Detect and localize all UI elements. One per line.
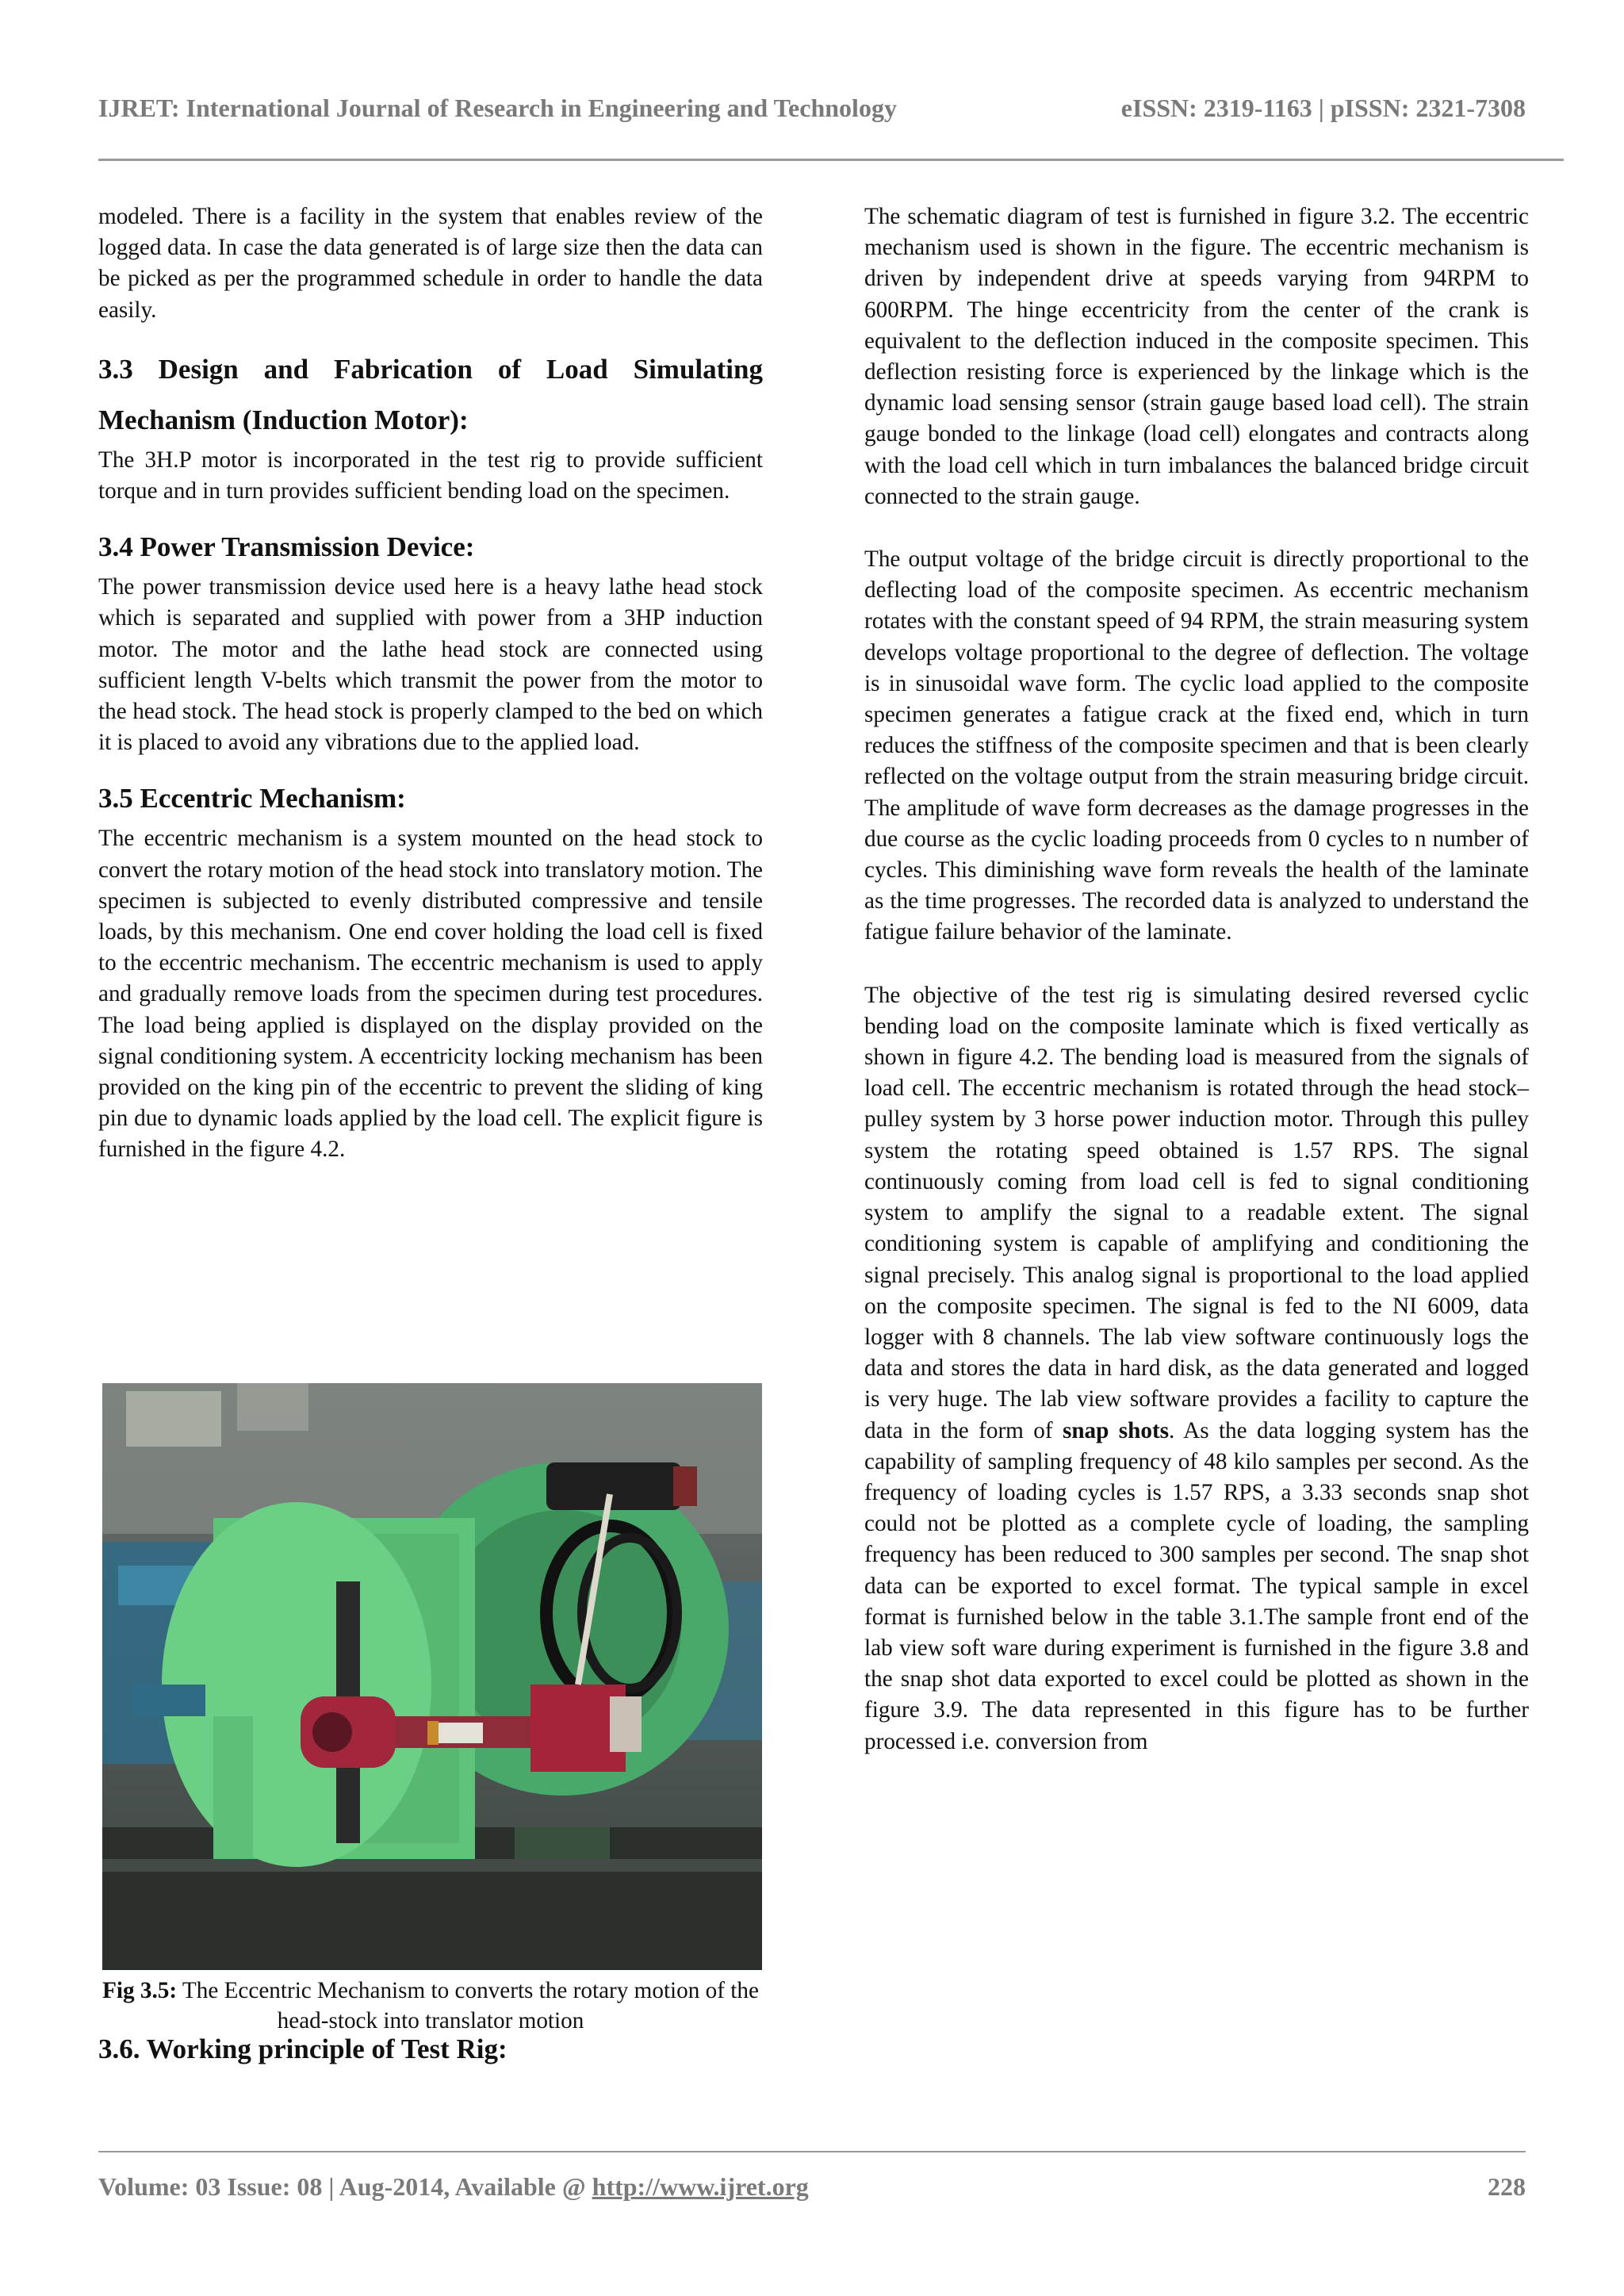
right-column	[864, 201, 1529, 1757]
paragraph-3-5: The eccentric mechanism is a system mounted on the head stock to convert the rotary motion of the head stock into translatory motion. The specimen is subjected to evenly distributed compressive and tensile loads, by this mechanism. One end cover holding the load cell is fixed to the eccentric mechanism. The eccentric mechanism is used to apply and gradually remove loads from the specimen during test procedures. The load being applied is displayed on the display provided on the signal conditioning system. A eccentricity locking mechanism has been provided on the king pin of the eccentric to prevent the sliding of king pin due to dynamic loads applied by the load cell. The explicit figure is furnished in the figure 4.2.	[98, 826, 763, 1163]
paragraph-objective	[864, 980, 1529, 1757]
footer-divider	[98, 2151, 1526, 2152]
issn-info: eISSN: 2319-1163 | pISSN: 2321-7308	[1120, 94, 1526, 122]
paragraph-objective-part1: The objective of the test rig is simulating desired reversed cyclic bending load on the composite laminate which is fixed vertically as shown in figure 4.2. The bending load is measured from the signals of load cell. The eccentric mechanism is rotated through the head stock–pulley system by 3 horse power induction motor. Through this pulley system the rotating speed obtained is 1.57 RPS. The signal continuously coming from load cell is fed to signal conditioning system to amplify the signal to a readable extent. The signal conditioning system is capable of amplifying and conditioning the signal precisely. This analog signal is proportional to the load applied on the composite specimen. The signal is fed to the NI 6009, data logger with 8 channels. The lab view software continuously logs the data and stores the data in hard disk, as the data generated and logged is very huge. The lab view software provides a facility to capture the data in the form of	[864, 982, 1529, 1443]
running-footer	[98, 2172, 1526, 2202]
paragraph-3-3: The 3H.P motor is incorporated in the test rig to provide sufficient torque and in turn provides sufficient bending load on the specimen.	[98, 447, 763, 504]
header-divider	[98, 159, 1564, 161]
journal-url-link[interactable]: http://www.ijret.org	[592, 2172, 809, 2201]
section-heading-3-4: 3.4 Power Transmission Device:	[98, 531, 475, 563]
left-column	[98, 201, 763, 1166]
figure-caption-text: The Eccentric Mechanism to converts the rotary motion of the head-stock into translator motion	[182, 1978, 759, 2033]
photo-illustration	[102, 1383, 762, 1970]
journal-name: IJRET: International Journal of Research in Engineering and Technology	[98, 94, 897, 122]
paragraph-objective-part2: . As the data logging system has the capability of sampling frequency of 48 kilo samples per second. As the frequency of loading cycles is 1.57 RPS, a 3.33 seconds snap shot could not be plotted as a complete cycle of loading, the sampling frequency has been reduced to 300 samples per second. The snap shot data can be exported to excel format. The typical sample in excel format is furnished below in the table 3.1.The sample front end of the lab view soft ware during experiment is furnished in the figure 3.8 and the snap shot data exported to excel could be plotted as shown in the figure 3.9. The data represented in this figure has to be further processed i.e. conversion from	[864, 1417, 1529, 1754]
section-heading-3-5: 3.5 Eccentric Mechanism:	[98, 783, 406, 815]
section-heading-3-3-line1: 3.3 Design and Fabrication of Load Simulating	[98, 353, 763, 385]
running-header	[98, 94, 1526, 123]
paragraph-schematic: The schematic diagram of test is furnished in figure 3.2. The eccentric mechanism used is shown in the figure. The eccentric mechanism is driven by independent drive at speeds varying from 94RPM to 600RPM. The hinge eccentricity from the center of the crank is equivalent to the deflection induced in the composite specimen. This deflection resisting force is experienced by the linkage which is the dynamic load sensing sensor (strain gauge based load cell). The strain gauge bonded to the linkage (load cell) elongates and contracts along with the load cell which in turn imbalances the balanced bridge circuit connected to the strain gauge.	[864, 204, 1529, 509]
figure-caption	[98, 1976, 763, 2036]
figure-label: Fig 3.5:	[102, 1978, 178, 2003]
footer-volume-text: Volume: 03 Issue: 08 | Aug-2014, Available @	[98, 2172, 592, 2201]
paragraph-3-4: The power transmission device used here is a heavy lathe head stock which is separated and supplied with power from a 3HP induction motor. The motor and the lathe head stock are connected using sufficient length V-belts which transmit the power from the motor to the head stock. The head stock is properly clamped to the bed on which it is placed to avoid any vibrations due to the applied load.	[98, 574, 763, 756]
paragraph-output-voltage: The output voltage of the bridge circuit is directly proportional to the deflecting load of the composite specimen. As eccentric mechanism rotates with the constant speed of 94 RPM, the strain measuring system develops voltage proportional to the degree of deflection. The voltage is in sinusoidal wave form. The cyclic load applied to the composite specimen generates a fatigue crack at the fixed end, which in turn reduces the stiffness of the composite specimen and that is been clearly reflected on the voltage output from the strain measuring bridge circuit. The amplitude of wave form decreases as the damage progresses in the due course as the cyclic loading proceeds from 0 cycles to n number of cycles. This diminishing wave form reveals the health of the laminate as the time progresses. The recorded data is analyzed to understand the fatigue failure behavior of the laminate.	[864, 546, 1529, 945]
figure-eccentric-mechanism-photo	[102, 1383, 762, 1970]
section-heading-3-3	[98, 350, 763, 440]
footer-volume	[98, 2172, 809, 2202]
section-heading-3-6: 3.6. Working principle of Test Rig:	[98, 2033, 508, 2064]
page-number: 228	[1488, 2172, 1526, 2201]
paragraph-intro: modeled. There is a facility in the system that enables review of the logged data. In case the data generated is of large size then the data can be picked as per the programmed schedule in order to handle the data easily.	[98, 204, 763, 323]
section-heading-3-3-line2: Mechanism (Induction Motor):	[98, 404, 469, 435]
snap-shots-bold: snap shots	[1062, 1417, 1170, 1443]
